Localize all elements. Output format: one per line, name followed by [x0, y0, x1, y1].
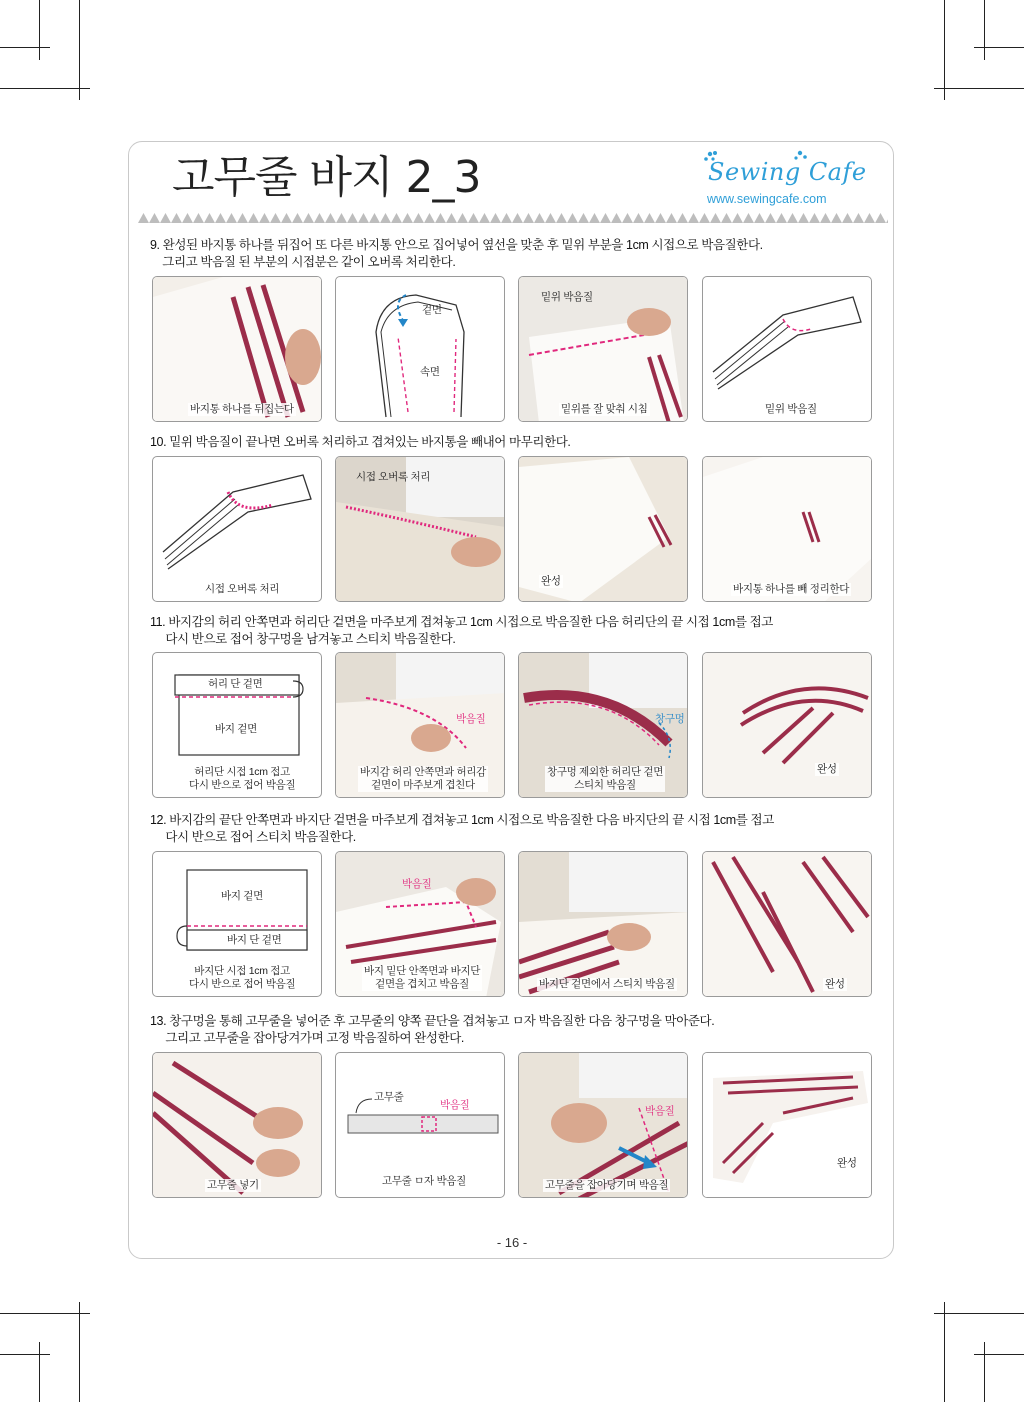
panel-13-4 [702, 1052, 872, 1198]
step-13-line2: 그리고 고무줄을 잡아당겨가며 고정 박음질하여 완성한다. [150, 1031, 465, 1045]
page-number: - 16 - [496, 1235, 528, 1250]
caption: 완성 [825, 978, 845, 990]
panel-9-2 [335, 276, 505, 422]
panel-11-4 [702, 652, 872, 798]
label-band: 허리 단 겉면 [208, 678, 263, 690]
step-10-line1: 10. 밑위 박음질이 끝나면 오버록 처리하고 겹쳐있는 바지통을 빼내어 마무리한다. [150, 435, 571, 449]
caption: 완성 [541, 575, 561, 587]
crotch-stitch-diagram [703, 277, 872, 422]
brand-url[interactable]: www.sewingcafe.com [707, 192, 827, 206]
label-top: 밑위 박음질 [541, 291, 593, 303]
separated-legs-photo [703, 457, 872, 602]
caption: 밑위를 잘 맞춰 시침 [561, 403, 648, 415]
caption: 바지단 겉면에서 스티치 박음질 [539, 978, 675, 990]
caption: 바지통 하나를 뒤집는다 [190, 403, 294, 415]
panel-9-3 [518, 276, 688, 422]
overlock-diagram [153, 457, 322, 602]
caption: 고무줄 ㅁ자 박음질 [382, 1175, 466, 1187]
panel-12-2 [335, 851, 505, 997]
caption: 창구멍 제외한 허리단 겉면 스티치 박음질 [547, 766, 664, 791]
panel-10-2 [335, 456, 505, 602]
caption: 고무줄 넣기 [207, 1179, 259, 1191]
step-11-line2: 다시 반으로 접어 창구멍을 남겨놓고 스티치 박음질한다. [150, 632, 456, 646]
caption: 완성 [817, 763, 837, 775]
panel-10-1 [152, 456, 322, 602]
label-elastic: 고무줄 [374, 1091, 404, 1103]
label-inside: 속면 [420, 366, 440, 378]
turned-leg-photo [153, 277, 322, 422]
caption: 바지통 하나를 빼 정리한다 [733, 583, 850, 595]
label-stitch: 박음질 [402, 878, 432, 890]
label-gap: 창구멍 [655, 713, 685, 725]
hem-topstitch-photo [519, 852, 688, 997]
finished-waist-photo [703, 653, 872, 798]
label-stitch: 박음질 [440, 1099, 470, 1111]
step-11-line1: 11. 바지감의 허리 안쪽면과 허리단 겉면을 마주보게 겹쳐놓고 1cm 시접으로 박음질한 다음 허리단의 끝 시접 1cm를 접고 [150, 615, 773, 629]
caption: 바지감 허리 안쪽면과 허리감 겉면이 마주보게 겹친다 [360, 766, 486, 791]
panel-11-3 [518, 652, 688, 798]
brand-name: Sewing Cafe [708, 158, 867, 186]
step-9-line1: 9. 완성된 바지통 하나를 뒤집어 또 다른 바지통 안으로 집어넣어 옆선을 맞춘 후 밑위 부분을 1cm 시접으로 박음질한다. [150, 238, 763, 252]
label-stitch: 박음질 [645, 1105, 675, 1117]
crotch-diagram [336, 277, 505, 422]
panel-10-3 [518, 456, 688, 602]
caption: 바지 밑단 안쪽면과 바지단 겉면을 겹치고 박음질 [364, 965, 481, 990]
panel-13-1 [152, 1052, 322, 1198]
label-outside: 겉면 [422, 304, 442, 316]
caption: 밑위 박음질 [765, 403, 817, 415]
step-13-line1: 13. 창구멍을 통해 고무줄을 넣어준 후 고무줄의 양쪽 끝단을 겹쳐놓고 ㅁ자 박음질한 다음 창구멍을 막아준다. [150, 1014, 715, 1028]
panel-11-2 [335, 652, 505, 798]
page-title: 고무줄 바지 2_3 [172, 152, 481, 203]
panel-11-1 [152, 652, 322, 798]
finished-hem-photo [703, 852, 872, 997]
label-top: 시접 오버록 처리 [356, 471, 431, 483]
label-hem: 바지 단 겉면 [227, 934, 282, 946]
caption: 바지단 시접 1cm 접고 다시 반으로 접어 박음질 [189, 965, 296, 990]
caption: 시접 오버록 처리 [205, 583, 280, 595]
panel-12-4 [702, 851, 872, 997]
panel-12-3 [518, 851, 688, 997]
caption: 완성 [837, 1157, 857, 1169]
finished-pants-photo [703, 1053, 872, 1198]
panel-13-3 [518, 1052, 688, 1198]
panel-12-1 [152, 851, 322, 997]
panel-13-2 [335, 1052, 505, 1198]
panel-10-4 [702, 456, 872, 602]
label-stitch: 박음질 [456, 713, 486, 725]
step-12-line2: 다시 반으로 접어 스티치 박음질한다. [150, 830, 356, 844]
caption: 고무줄을 잡아당기며 박음질 [545, 1179, 669, 1191]
pull-elastic-photo [519, 1053, 688, 1198]
zigzag-divider [138, 210, 888, 224]
caption: 허리단 시접 1cm 접고 다시 반으로 접어 박음질 [189, 766, 296, 791]
step-12-line1: 12. 바지감의 끝단 안쪽면과 바지단 겉면을 마주보게 겹쳐놓고 1cm 시접으로 박음질한 다음 바지단의 끝 시접 1cm를 접고 [150, 813, 774, 827]
insert-elastic-photo [153, 1053, 322, 1198]
panel-9-4 [702, 276, 872, 422]
panel-9-1 [152, 276, 322, 422]
label-body: 바지 겉면 [221, 890, 263, 902]
step-9-line2: 그리고 박음질 된 부분의 시접분은 같이 오버록 처리한다. [150, 255, 456, 269]
label-body: 바지 겉면 [215, 723, 257, 735]
